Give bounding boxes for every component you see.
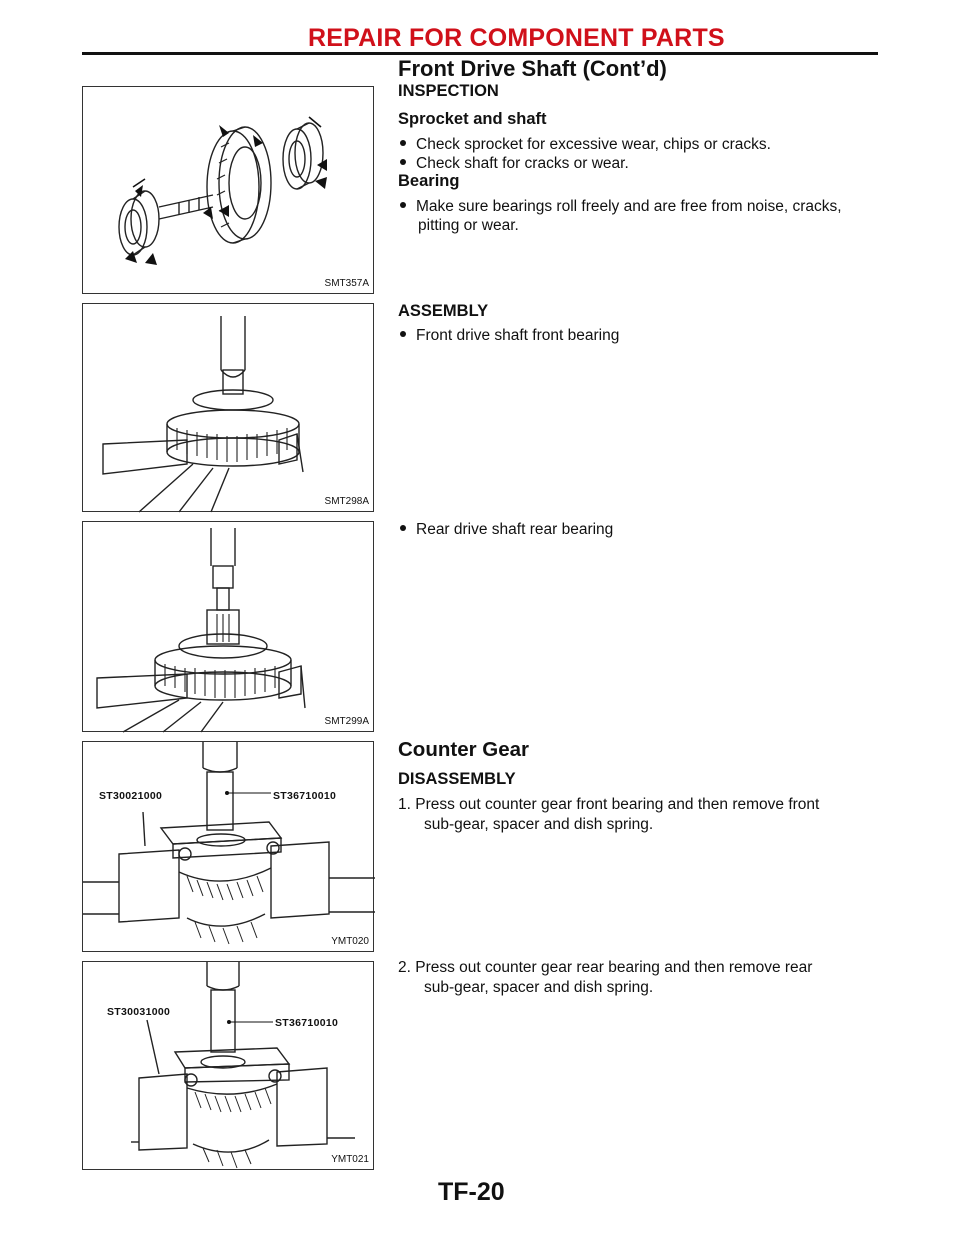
figure-code: YMT020: [331, 936, 369, 947]
front-bearing-press-illustration: [83, 304, 375, 513]
figure-sprocket-shaft: [82, 86, 374, 294]
disassembly-heading: DISASSEMBLY: [398, 770, 516, 788]
special-tool-label: ST30021000: [99, 790, 163, 802]
special-tool-label: ST30031000: [107, 1006, 171, 1018]
sprocket-shaft-illustration: [83, 87, 375, 295]
step-1-line1: 1. Press out counter gear front bearing and then remove front: [398, 796, 820, 813]
step-2-line1: 2. Press out counter gear rear bearing and then remove rear: [398, 959, 813, 976]
counter-gear-heading: Counter Gear: [398, 738, 529, 761]
bullet-item: Rear drive shaft rear bearing: [398, 520, 882, 539]
sprocket-shaft-heading: Sprocket and shaft: [398, 110, 547, 128]
bullet-item: Make sure bearings roll freely and are free from noise, cracks,: [398, 197, 882, 216]
assembly-heading: ASSEMBLY: [398, 302, 489, 320]
figure-rear-subgear-press: [82, 961, 374, 1170]
special-tool-label: ST36710010: [275, 1017, 339, 1029]
step-1: [398, 795, 882, 835]
front-subgear-press-illustration: [83, 742, 375, 953]
inspection-heading: INSPECTION: [398, 82, 499, 100]
figure-code: SMT299A: [324, 716, 369, 727]
step-1-line2: sub-gear, spacer and dish spring.: [424, 816, 654, 833]
figure-code: SMT357A: [324, 278, 369, 289]
rear-bearing-press-illustration: [83, 522, 375, 733]
page-number: TF-20: [438, 1178, 505, 1206]
page-title: Front Drive Shaft (Cont’d): [398, 56, 667, 81]
figure-code: YMT021: [331, 1154, 369, 1165]
bullet-item: Check shaft for cracks or wear.: [398, 154, 882, 173]
bearing-heading: Bearing: [398, 172, 460, 190]
bullet-item: Front drive shaft front bearing: [398, 326, 882, 345]
bullet-icon: [400, 331, 406, 337]
step-2-line2: sub-gear, spacer and dish spring.: [424, 979, 654, 996]
rear-subgear-press-illustration: [83, 962, 375, 1171]
bullet-icon: [400, 159, 406, 165]
figure-front-subgear-press: [82, 741, 374, 952]
bullet-icon: [400, 525, 406, 531]
step-2: [398, 958, 882, 998]
figure-front-bearing-press: [82, 303, 374, 512]
figure-code: SMT298A: [324, 496, 369, 507]
bullet-icon: [400, 140, 406, 146]
bullet-continuation: pitting or wear.: [418, 217, 519, 234]
special-tool-label: ST36710010: [273, 790, 337, 802]
bullet-item: Check sprocket for excessive wear, chips or cracks.: [398, 135, 882, 154]
figure-rear-bearing-press: [82, 521, 374, 732]
section-title: REPAIR FOR COMPONENT PARTS: [308, 24, 725, 52]
bullet-icon: [400, 202, 406, 208]
header-rule: [82, 52, 878, 55]
